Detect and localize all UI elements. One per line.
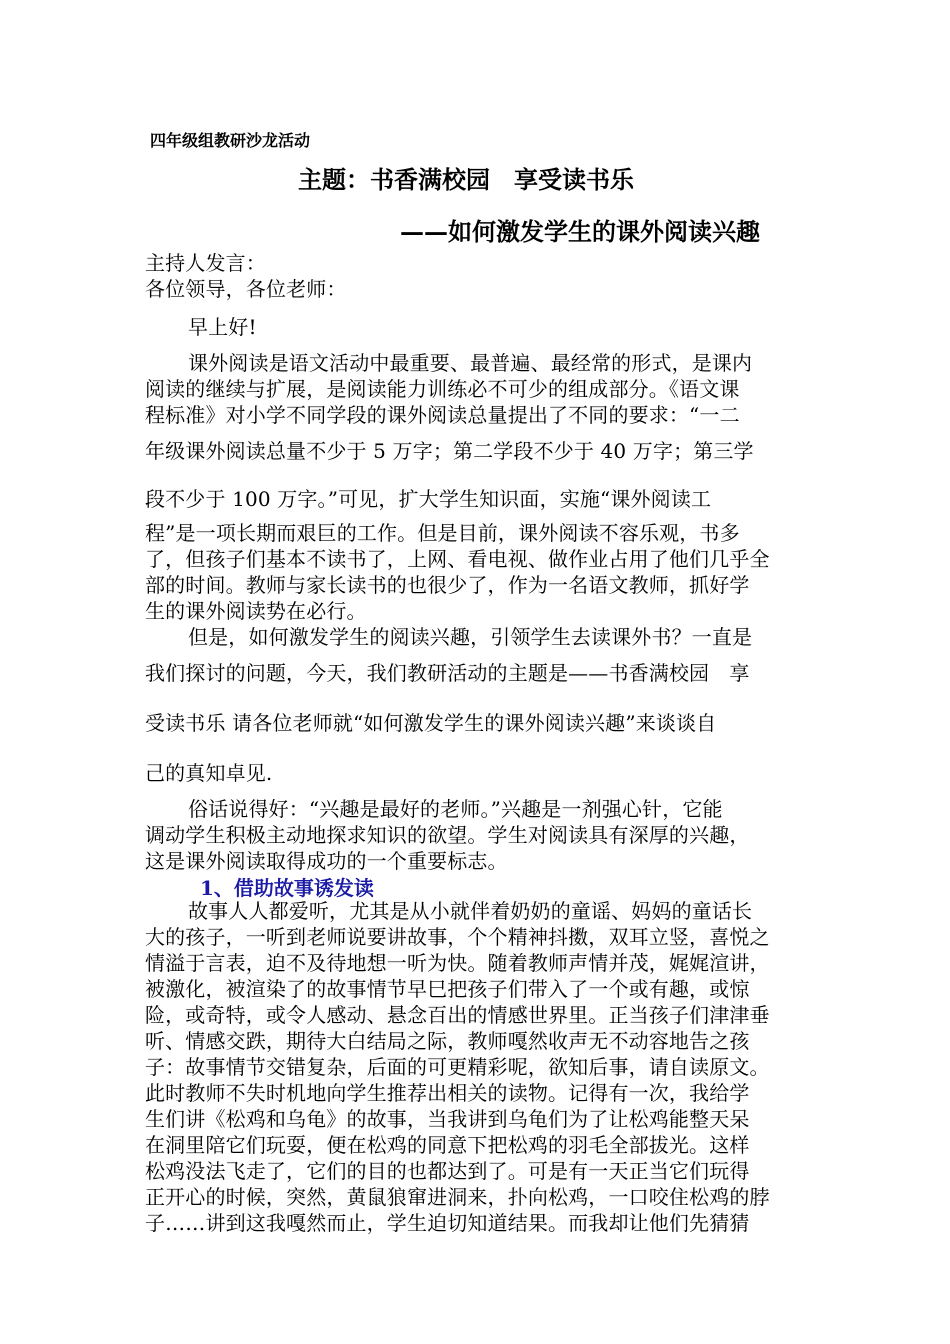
document-title: 主题：书香满校园 享受读书乐	[298, 165, 634, 194]
paragraph-line: 俗话说得好：“兴趣是最好的老师。”兴趣是一剂强心针，它能	[188, 797, 723, 821]
paragraph-line: 程”是一项长期而艰巨的工作。但是目前，课外阅读不容乐观，书多	[145, 521, 740, 545]
paragraph-line: 这是课外阅读取得成功的一个重要标志。	[145, 849, 508, 873]
paragraph-line: 程标准》对小学不同学段的课外阅读总量提出了不同的要求：“一二	[145, 403, 740, 427]
paragraph-line: 课外阅读是语文活动中最重要、最普遍、最经常的形式，是课内	[188, 351, 753, 375]
paragraph-line: 此时教师不失时机地向学生推荐出相关的读物。记得有一次，我给学	[145, 1081, 750, 1105]
paragraph-line: 被激化，被渲染了的故事情节早巳把孩子们带入了一个或有趣，或惊	[145, 977, 750, 1001]
paragraph-line: 阅读的继续与扩展，是阅读能力训练必不可少的组成部分。《语文课	[145, 377, 740, 401]
paragraph-line: 大的孩子，一听到老师说要讲故事，个个精神抖擞，双耳立竖，喜悦之	[145, 925, 770, 949]
paragraph-line: 我们探讨的问题，今天，我们教研活动的主题是——书香满校园 享	[145, 661, 750, 685]
paragraph-line: 己的真知卓见.	[145, 761, 273, 785]
paragraph-line: 正开心的时候，突然，黄鼠狼窜进洞来，扑向松鸡，一口咬住松鸡的脖	[145, 1185, 770, 1209]
paragraph-line: 调动学生积极主动地探求知识的欲望。学生对阅读具有深厚的兴趣，	[145, 823, 750, 847]
paragraph-line: 部的时间。教师与家长读书的也很少了，作为一名语文教师，抓好学	[145, 573, 750, 597]
greeting-line: 各位领导，各位老师：	[145, 277, 347, 301]
paragraph-line: 听、情感交跌，期待大白结局之际，教师嘎然收声无不动容地告之孩	[145, 1029, 750, 1053]
paragraph-line: 故事人人都爱听，尤其是从小就伴着奶奶的童谣、妈妈的童话长	[188, 899, 753, 923]
paragraph-line: 在洞里陪它们玩耍，便在松鸡的同意下把松鸡的羽毛全部拔光。这样	[145, 1133, 750, 1157]
document-subtitle: ——如何激发学生的课外阅读兴趣	[400, 217, 760, 246]
paragraph-line: 子……讲到这我嘎然而止，学生迫切知道结果。而我却让他们先猜猜	[145, 1211, 750, 1235]
paragraph-line: 生们讲《松鸡和乌龟》的故事，当我讲到乌龟们为了让松鸡能整天呆	[145, 1107, 750, 1131]
paragraph-line: 情溢于言表，迫不及待地想一听为快。随着教师声情并茂，娓娓渲讲，	[145, 951, 770, 975]
host-label: 主持人发言：	[145, 251, 266, 275]
paragraph-line: 受读书乐 请各位老师就“如何激发学生的课外阅读兴趣”来谈谈自	[145, 711, 717, 735]
section-heading: 1、借助故事诱发读	[200, 876, 374, 900]
paragraph-line: 松鸡没法飞走了，它们的目的也都达到了。可是有一天正当它们玩得	[145, 1159, 750, 1183]
paragraph-line: 了，但孩子们基本不读书了，上网、看电视、做作业占用了他们几乎全	[145, 547, 770, 571]
activity-kicker: 四年级组教研沙龙活动	[150, 131, 311, 150]
paragraph-line: 年级课外阅读总量不少于 5 万字；第二学段不少于 40 万字；第三学	[145, 439, 754, 463]
paragraph-line: 子：故事情节交错复杂，后面的可更精彩呢，欲知后事，请自读原文。	[145, 1055, 770, 1079]
paragraph-line: 险，或奇特，或令人感动、悬念百出的情感世界里。正当孩子们津津垂	[145, 1003, 770, 1027]
paragraph-line: 段不少于 100 万字。”可见，扩大学生知识面，实施“课外阅读工	[145, 487, 712, 511]
paragraph-line: 生的课外阅读势在必行。	[145, 599, 367, 623]
morning-line: 早上好!	[188, 315, 257, 339]
paragraph-line: 但是，如何激发学生的阅读兴趣，引领学生去读课外书？一直是	[188, 625, 753, 649]
